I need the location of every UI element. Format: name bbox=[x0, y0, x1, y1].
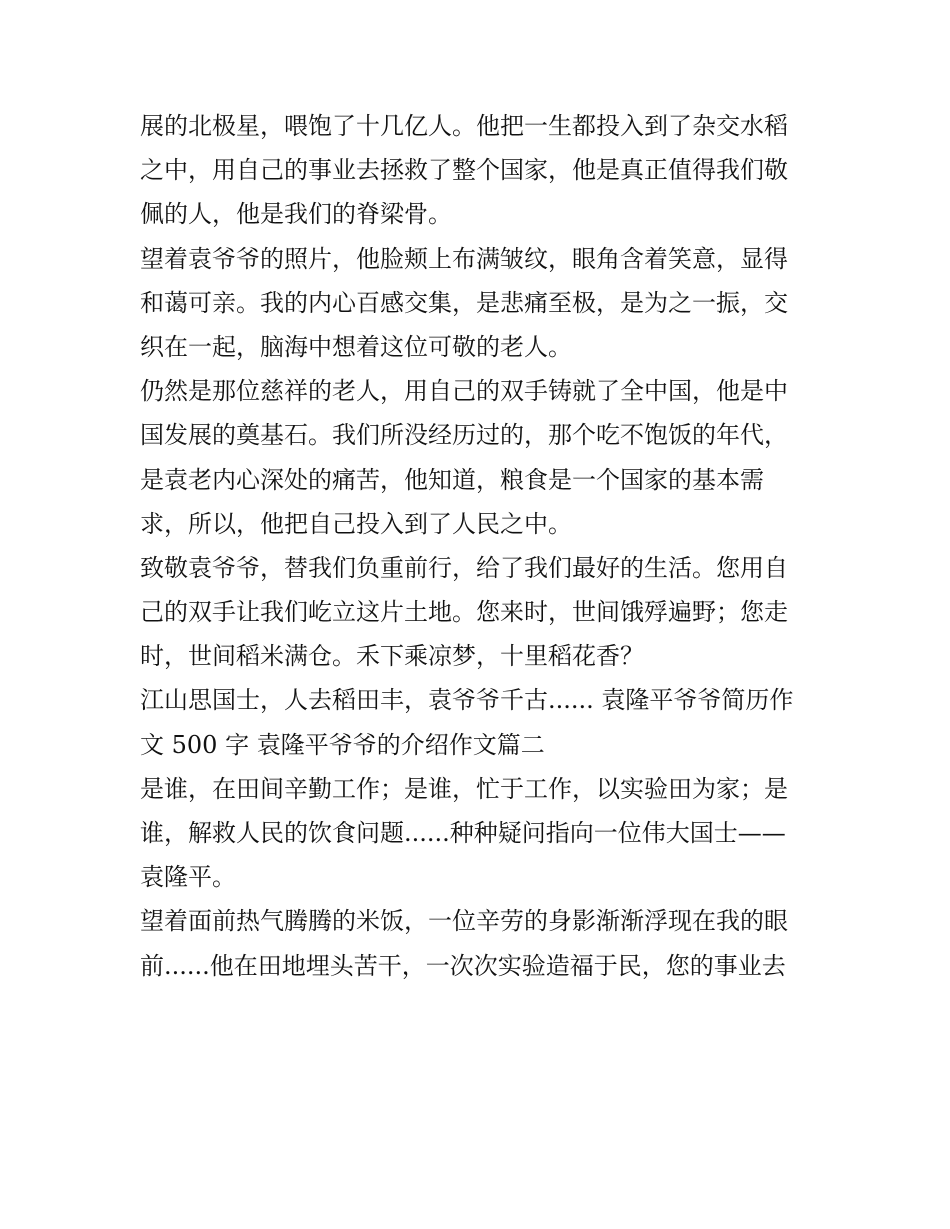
text-line: 之中，用自己的事业去拯救了整个国家，他是真正值得我们敬 bbox=[140, 156, 788, 185]
text-line: 国发展的奠基石。我们所没经历过的，那个吃不饱饭的年代， bbox=[140, 421, 788, 450]
text-line: 文 500 字 袁隆平爷爷的介绍作文篇二 bbox=[140, 730, 545, 759]
text-line: 谁，解救人民的饮食问题......种种疑问指向一位伟大国士—— bbox=[140, 819, 786, 847]
text-line: 前......他在田地埋头苦干，一次次实验造福于民，您的事业去 bbox=[140, 951, 786, 980]
text-line: 求，所以，他把自己投入到了人民之中。 bbox=[140, 509, 572, 538]
body-text bbox=[140, 104, 820, 988]
text-line: 袁隆平。 bbox=[140, 863, 236, 892]
text-line: 致敬袁爷爷，替我们负重前行，给了我们最好的生活。您用自 bbox=[140, 553, 788, 582]
text-line: 望着袁爷爷的照片，他脸颊上布满皱纹，眼角含着笑意，显得 bbox=[140, 244, 788, 273]
text-line: 望着面前热气腾腾的米饭，一位辛劳的身影渐渐浮现在我的眼 bbox=[140, 907, 788, 936]
text-line: 展的北极星，喂饱了十几亿人。他把一生都投入到了杂交水稻 bbox=[140, 112, 788, 140]
text-line: 是袁老内心深处的痛苦，他知道，粮食是一个国家的基本需 bbox=[140, 465, 764, 494]
text-line: 江山思国士，人去稻田丰，袁爷爷千古...... 袁隆平爷爷简历作 bbox=[140, 686, 794, 715]
text-line: 织在一起，脑海中想着这位可敬的老人。 bbox=[140, 332, 572, 361]
text-line: 仍然是那位慈祥的老人，用自己的双手铸就了全中国，他是中 bbox=[140, 377, 788, 406]
text-line: 是谁，在田间辛勤工作；是谁，忙于工作，以实验田为家；是 bbox=[140, 774, 788, 803]
text-line: 时，世间稻米满仓。禾下乘凉梦，十里稻花香？ bbox=[140, 642, 644, 671]
text-line: 佩的人，他是我们的脊梁骨。 bbox=[140, 200, 452, 229]
text-line: 己的双手让我们屹立这片土地。您来时，世间饿殍遍野；您走 bbox=[140, 598, 788, 627]
text-line: 和蔼可亲。我的内心百感交集，是悲痛至极，是为之一振，交 bbox=[140, 288, 788, 317]
